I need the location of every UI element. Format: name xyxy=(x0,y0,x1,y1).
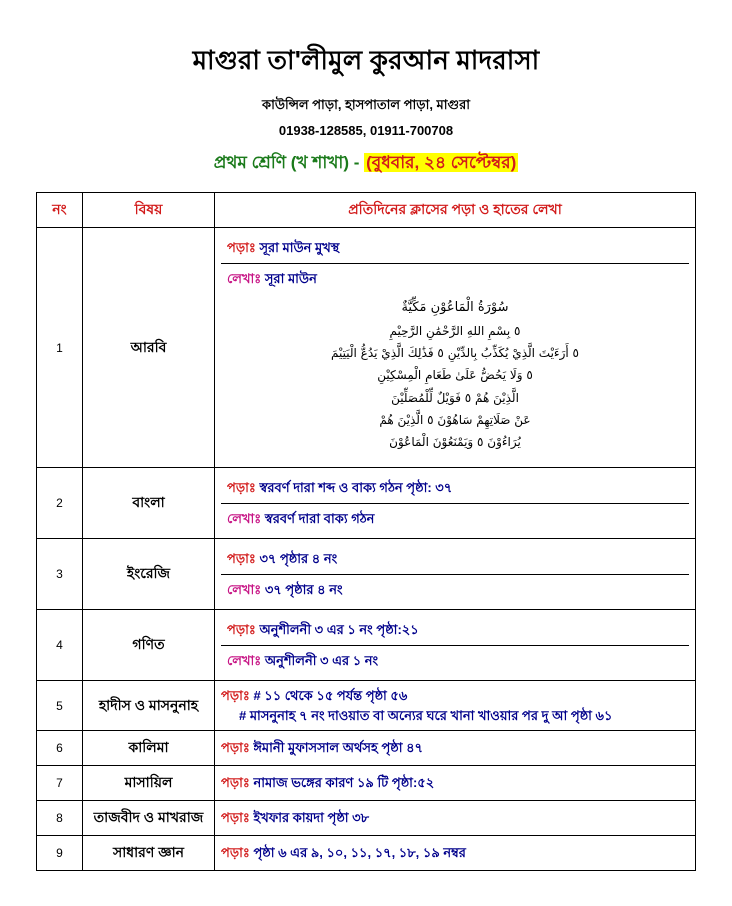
table-row xyxy=(37,468,696,539)
read-label: পড়াঃ xyxy=(221,688,250,704)
row-subject: বাংলা xyxy=(83,468,215,539)
task-read xyxy=(227,238,683,258)
task-read xyxy=(227,549,683,569)
arabic-line: ٥ بِسْمِ اللهِ الرَّحْمَٰنِ الرَّحِيْمِ xyxy=(389,324,521,339)
arabic-line: ٥ وَلَا يَحُضُّ عَلَىٰ طَعَامِ الْمِسْكِيْنِ xyxy=(377,368,533,383)
arabic-line: يُرَاءُوْنَ ٥ وَيَمْنَعُوْنَ الْمَاعُوْنَ xyxy=(389,434,521,449)
read-text: ঈমানী মুফাসসাল অর্থসহ পৃষ্ঠা ৪৭ xyxy=(253,740,424,756)
page-title: মাগুরা তা'লীমুল কুরআন মাদরাসা xyxy=(192,45,540,75)
table-row xyxy=(37,610,696,681)
row-task-cell xyxy=(215,468,696,539)
row-task-cell xyxy=(215,610,696,681)
row-task-cell xyxy=(215,801,696,836)
row-task-cell xyxy=(215,766,696,801)
row-task-cell xyxy=(215,681,696,731)
task-write xyxy=(227,509,683,529)
read-label: পড়াঃ xyxy=(227,622,256,638)
write-text: স্বরবর্ণ দারা বাক্য গঠন xyxy=(264,510,375,526)
row-subject: ইংরেজি xyxy=(83,539,215,610)
row-task-cell xyxy=(215,539,696,610)
column-header-no: নং xyxy=(37,193,83,228)
class-date-line xyxy=(36,150,696,178)
read-label: পড়াঃ xyxy=(221,775,250,791)
class-date-badge: (বুধবার, ২৪ সেপ্টেম্বর) xyxy=(366,153,517,172)
task-read xyxy=(227,620,683,640)
read-label: পড়াঃ xyxy=(227,480,256,496)
row-subject: মাসায়িল xyxy=(83,766,215,801)
write-text: ৩৭ পৃষ্ঠার ৪ নং xyxy=(264,581,343,597)
row-number: 4 xyxy=(37,610,83,681)
row-task-cell xyxy=(215,228,696,468)
column-header-task: প্রতিদিনের ক্লাসের পড়া ও হাতের লেখা xyxy=(215,193,696,228)
task-read xyxy=(221,843,689,863)
write-label: লেখাঃ xyxy=(227,581,262,597)
read-text: নামাজ ভঙ্গের কারণ ১৯ টি পৃষ্ঠা:৫২ xyxy=(253,775,435,791)
madrasa-phone: 01938-128585, 01911-700708 xyxy=(278,123,454,138)
write-label: লেখাঃ xyxy=(227,510,262,526)
table-row xyxy=(37,228,696,468)
row-subject: সাধারণ জ্ঞান xyxy=(83,836,215,871)
read-text-secondary: # মাসনুনাহ ৭ নং দাওয়াত বা অন্যের ঘরে খানা খাওয়ার পর দু আ পৃষ্ঠা ৬১ xyxy=(239,707,613,723)
routine-table xyxy=(36,192,696,871)
arabic-line: الَّذِيْنَ هُمْ ٥ فَوَيْلٌ لِّلْمُصَلِّيْنَ xyxy=(391,390,519,405)
arabic-line: ٥ أَرَءَيْتَ الَّذِيْ يُكَذِّبُ بِالدِّيْنِ ٥ فَذَٰلِكَ الَّذِيْ يَدُعُّ الْيَتِيْمَ xyxy=(331,346,579,361)
arabic-line: سُوْرَةُ الْمَاعُوْنِ مَكِّيَّةٌ xyxy=(401,300,509,315)
read-text: পৃষ্ঠা ৬ এর ৯, ১০, ১১, ১৭, ১৮, ১৯ নম্বর xyxy=(253,845,466,861)
write-label: লেখাঃ xyxy=(227,270,262,286)
row-number: 7 xyxy=(37,766,83,801)
arabic-surah-block xyxy=(227,288,683,457)
task-read xyxy=(221,686,689,725)
document-header xyxy=(36,40,696,138)
read-label: পড়াঃ xyxy=(221,845,250,861)
read-text: সূরা মাউন মুখস্থ xyxy=(259,240,340,255)
read-text: # ১১ থেকে ১৫ পর্যন্ত পৃষ্ঠা ৫৬ xyxy=(253,688,408,704)
table-row xyxy=(37,731,696,766)
row-number: 2 xyxy=(37,468,83,539)
read-label: পড়াঃ xyxy=(227,240,256,255)
row-task-cell xyxy=(215,731,696,766)
table-header-row xyxy=(37,193,696,228)
read-label: পড়াঃ xyxy=(221,740,250,756)
table-row xyxy=(37,836,696,871)
write-label: লেখাঃ xyxy=(227,652,262,668)
row-task-cell xyxy=(215,836,696,871)
class-name: প্রথম শ্রেণি (খ শাখা) - xyxy=(213,153,365,172)
arabic-line: عَنْ صَلَاتِهِمْ سَاهُوْنَ ٥ الَّذِيْنَ هُمْ xyxy=(379,412,531,427)
table-row xyxy=(37,539,696,610)
row-number: 9 xyxy=(37,836,83,871)
row-number: 6 xyxy=(37,731,83,766)
table-row xyxy=(37,766,696,801)
row-subject: আরবি xyxy=(83,228,215,468)
row-subject: গণিত xyxy=(83,610,215,681)
task-write xyxy=(227,269,683,289)
task-read xyxy=(221,808,689,828)
write-text: অনুশীলনী ৩ এর ১ নং xyxy=(264,652,379,668)
task-read xyxy=(227,478,683,498)
row-number: 1 xyxy=(37,228,83,468)
row-number: 8 xyxy=(37,801,83,836)
row-number: 5 xyxy=(37,681,83,731)
read-label: পড়াঃ xyxy=(221,810,250,826)
madrasa-address: কাউন্সিল পাড়া, হাসপাতাল পাড়া, মাগুরা xyxy=(261,97,470,112)
task-read xyxy=(221,738,689,758)
read-text: ৩৭ পৃষ্ঠার ৪ নং xyxy=(259,551,338,567)
task-write xyxy=(227,651,683,671)
read-text: স্বরবর্ণ দারা শব্দ ও বাক্য গঠন পৃষ্ঠা: ৩৭ xyxy=(259,480,453,496)
write-text: সূরা মাউন xyxy=(264,270,317,286)
task-write xyxy=(227,580,683,600)
task-read xyxy=(221,773,689,793)
table-row xyxy=(37,681,696,731)
row-subject: কালিমা xyxy=(83,731,215,766)
row-subject: হাদীস ও মাসনুনাহ xyxy=(83,681,215,731)
read-text: ইখফার কায়দা পৃষ্ঠা ৩৮ xyxy=(253,810,370,826)
row-subject: তাজবীদ ও মাখরাজ xyxy=(83,801,215,836)
table-row xyxy=(37,801,696,836)
read-text: অনুশীলনী ৩ এর ১ নং পৃষ্ঠা:২১ xyxy=(259,622,419,638)
row-number: 3 xyxy=(37,539,83,610)
read-label: পড়াঃ xyxy=(227,551,256,567)
column-header-subject: বিষয় xyxy=(83,193,215,228)
